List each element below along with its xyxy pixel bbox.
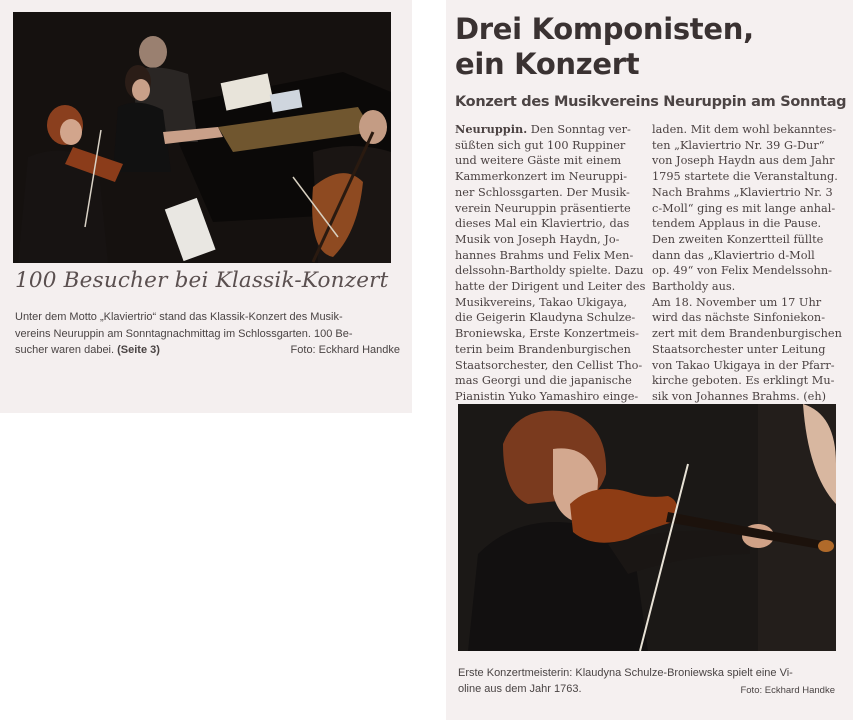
article-text-line: c-Moll“ ging es mit lange anhal-: [652, 201, 836, 215]
article-text-line: dann das „Klaviertrio d-Moll: [652, 248, 815, 262]
violinist-photo: [458, 404, 836, 651]
article-text-line: terin beim Brandenburgischen: [455, 342, 631, 356]
article-subtitle: Konzert des Musikvereins Neuruppin am Sonntag: [455, 94, 847, 110]
left-caption-line: Unter dem Motto „Klaviertrio“ stand das Klassik-Konzert des Musik-: [15, 311, 343, 323]
left-caption: [15, 309, 400, 359]
article-text-line: op. 49“ von Felix Mendelssohn-: [652, 264, 832, 278]
trio-photo-illustration: [13, 12, 391, 263]
article-text-line: laden. Mit dem wohl bekanntes-: [652, 123, 837, 136]
left-caption-page-ref: (Seite 3): [117, 344, 160, 356]
article-text-line: Pianistin Yuko Yamashiro einge-: [455, 389, 639, 403]
article-text-line: Am 18. November um 17 Uhr: [652, 295, 822, 309]
article-text-line: wird das nächste Sinfoniekon-: [652, 311, 826, 325]
article-text-line: Kammerkonzert im Neuruppi-: [455, 170, 628, 184]
left-photo-credit: Foto: Eckhard Handke: [290, 344, 400, 356]
article-text-line: die Geigerin Klaudyna Schulze-: [455, 311, 636, 325]
right-caption-line: Erste Konzertmeisterin: Klaudyna Schulze-Broniewska spielt eine Vi-: [458, 667, 793, 679]
article-title: [455, 12, 754, 82]
article-text-line: kirche geboten. Es erklingt Mu-: [652, 374, 835, 388]
article-text-line: delssohn-Bartholdy spielte. Dazu: [455, 264, 644, 278]
article-text-line: ner Schlossgarten. Der Musik-: [455, 185, 630, 199]
article-dateline: Neuruppin.: [455, 122, 528, 136]
article-text-line: von Joseph Haydn aus dem Jahr: [652, 154, 835, 168]
article-text-line: hatte der Dirigent und Leiter des: [455, 280, 646, 294]
article-text-line: Bartholdy aus.: [652, 280, 736, 294]
article-text-line: Staatsorchester unter Leitung: [652, 342, 826, 356]
right-photo-credit: Foto: Eckhard Handke: [740, 685, 835, 696]
article-text-line: 1795 startete die Veranstaltung.: [652, 170, 838, 184]
article-text-line: mas Georgi und die japanische: [455, 374, 632, 388]
right-caption-line: oline aus dem Jahr 1763.: [458, 683, 582, 695]
article-text-line: Den Sonntag ver-: [527, 123, 631, 136]
article-title-line: Drei Komponisten,: [455, 12, 754, 46]
article-text-line: Staatsorchester, den Cellist Tho-: [455, 358, 643, 372]
article-text-line: dieses Mal ein Klaviertrio, das: [455, 217, 630, 231]
trio-photo: [13, 12, 391, 263]
left-caption-line: [15, 342, 400, 359]
article-text-line: Musikvereins, Takao Ukigaya,: [455, 295, 628, 309]
article-column-2: [652, 122, 842, 405]
article-text-line: hannes Brahms und Felix Men-: [455, 248, 634, 262]
left-caption-line: vereins Neuruppin am Sonntagnachmittag im Schlossgarten. 100 Be-: [15, 327, 353, 340]
left-headline: 100 Besucher bei Klassik-Konzert: [15, 268, 389, 293]
article-text-line: tendem Applaus in die Pause.: [652, 217, 822, 231]
article-text-line: ten „Klaviertrio Nr. 39 G-Dur“: [652, 138, 825, 152]
left-caption-line: sucher waren dabei.: [15, 344, 115, 356]
article-text-line: verein Neuruppin präsentierte: [455, 201, 631, 215]
article-text-line: und weitere Gäste mit einem: [455, 154, 622, 168]
article-text-line: Den zweiten Konzertteil füllte: [652, 232, 824, 246]
article-column-1: [455, 122, 646, 405]
article-text-line: Broniewska, Erste Konzertmeis-: [455, 327, 639, 341]
article-text-line: Nach Brahms „Klaviertrio Nr. 3: [652, 185, 833, 199]
article-text-line: Musik von Joseph Haydn, Jo-: [455, 232, 620, 246]
violinist-photo-illustration: [458, 404, 836, 651]
article-text-line: von Takao Ukigaya in der Pfarr-: [652, 358, 835, 372]
article-title-line: ein Konzert: [455, 47, 640, 81]
paper-gap: [412, 0, 446, 720]
article-text-line: sik von Johannes Brahms. (eh): [652, 389, 827, 403]
article-text-line: süßten sich gut 100 Ruppiner: [455, 138, 626, 152]
article-text-line: [455, 122, 641, 138]
article-text-line: zert mit dem Brandenburgischen: [652, 327, 842, 341]
